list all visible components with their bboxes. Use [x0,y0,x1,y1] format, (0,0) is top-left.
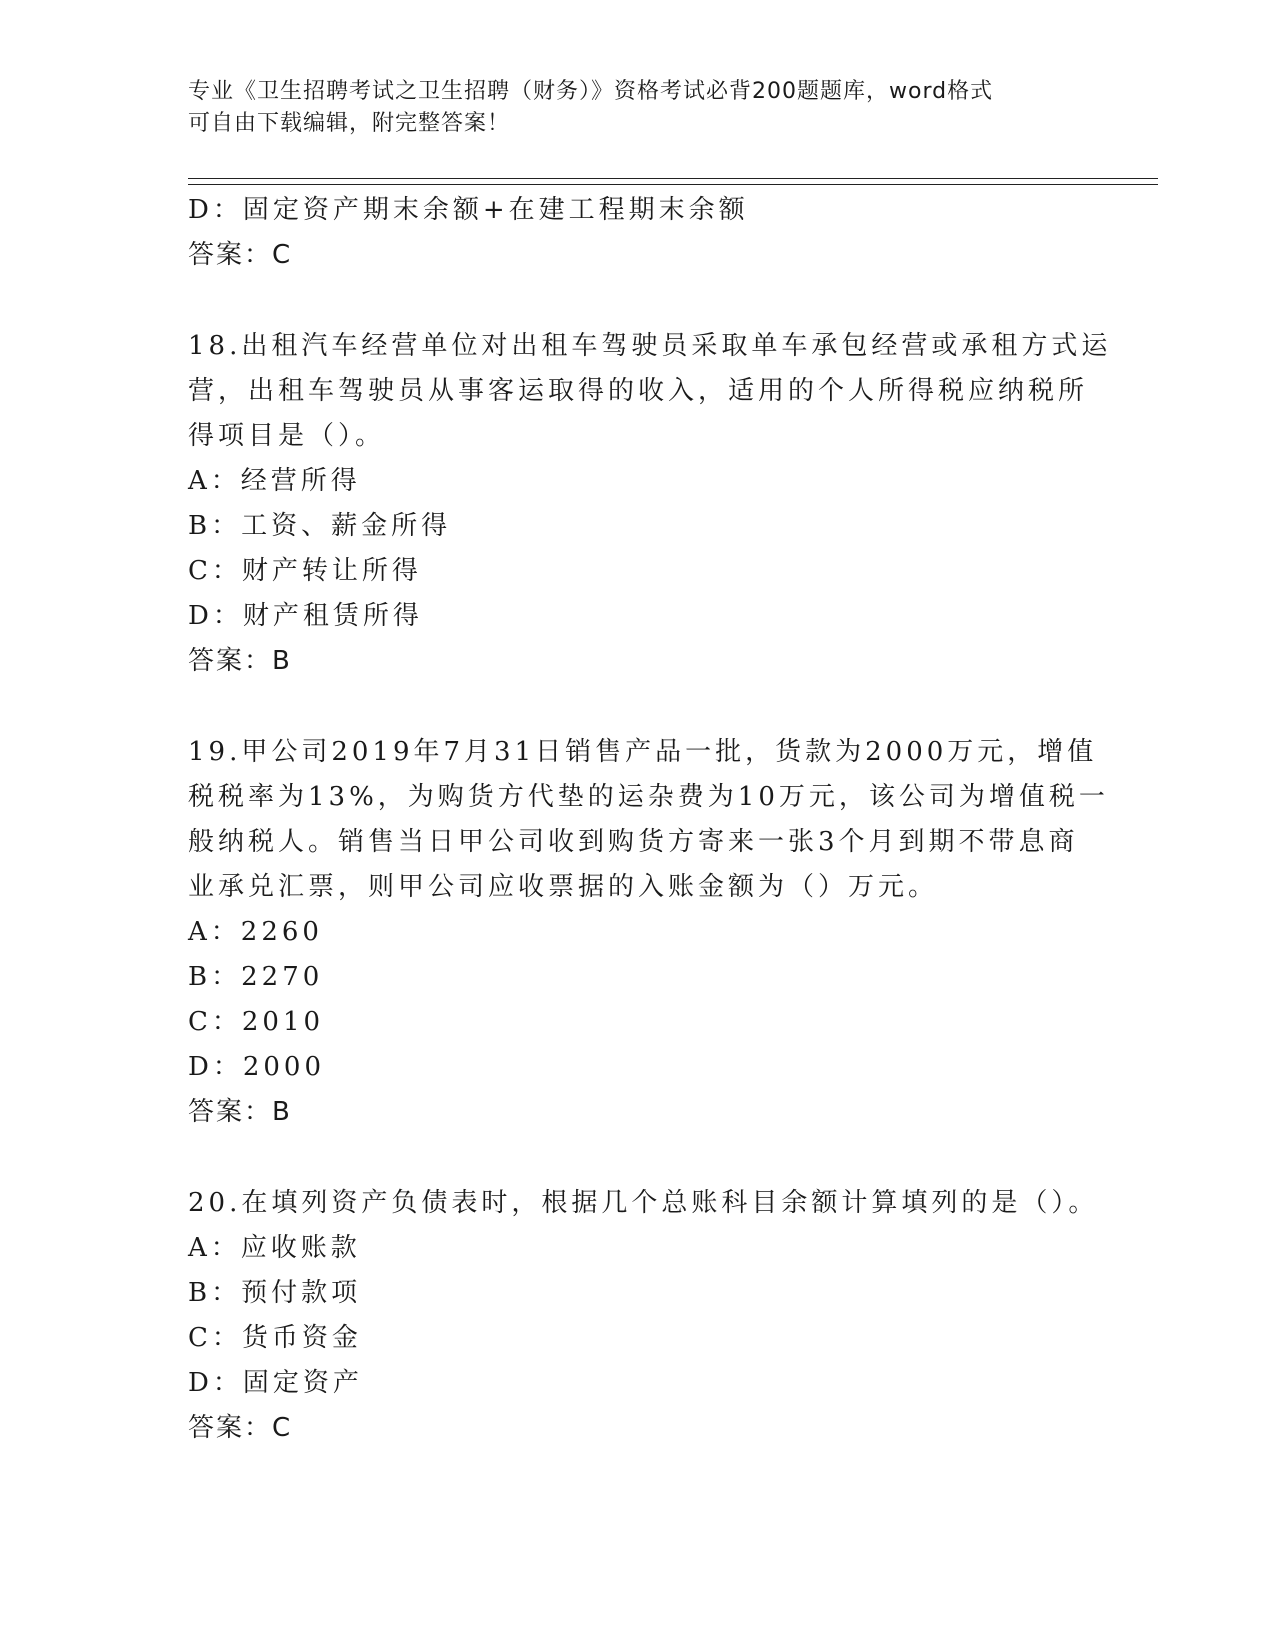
header-line-1: 专业《卫生招聘考试之卫生招聘（财务）》资格考试必背200题题库，word格式 [188,79,994,104]
header-divider-bottom [188,184,1158,185]
page-header [188,76,1068,140]
answer-line: 答案：B [188,1097,292,1127]
option-a: A：2260 [188,917,323,947]
answer-line: 答案：C [188,240,293,270]
question-17-tail [188,188,1088,278]
option-c: C：财产转让所得 [188,556,422,586]
header-line-2: 可自由下载编辑，附完整答案！ [188,111,511,136]
option-d: D：财产租赁所得 [188,601,423,631]
question-18-line-3: 得项目是（）。 [188,421,386,451]
question-19-line-3: 般纳税人。销售当日甲公司收到购货方寄来一张3个月到期不带息商 [188,827,1079,857]
option-b: B：工资、薪金所得 [188,511,452,541]
option-d: D：固定资产 [188,1368,363,1398]
question-18-line-2: 营，出租车驾驶员从事客运取得的收入，适用的个人所得税应纳税所 [188,376,1089,406]
question-19-line-1: 19.甲公司2019年7月31日销售产品一批，货款为2000万元，增值 [188,737,1098,767]
option-d: D：2000 [188,1052,326,1082]
option-b: B：2270 [188,962,324,992]
option-b: B：预付款项 [188,1278,362,1308]
header-divider-top [188,178,1158,179]
question-18-line-1: 18.出租汽车经营单位对出租车驾驶员采取单车承包经营或承租方式运 [188,331,1112,361]
option-a: A：经营所得 [188,466,361,496]
document-body [188,188,1112,1451]
question-20 [188,1181,1099,1451]
question-20-line-1: 20.在填列资产负债表时，根据几个总账科目余额计算填列的是（）。 [188,1188,1099,1218]
option-c: C：2010 [188,1007,325,1037]
question-19-line-4: 业承兑汇票，则甲公司应收票据的入账金额为（）万元。 [188,872,939,902]
question-18 [188,324,1112,684]
option-d: D：固定资产期末余额+在建工程期末余额 [188,195,749,225]
question-19-line-2: 税税率为13%，为购货方代垫的运杂费为10万元，该公司为增值税一 [188,782,1109,812]
question-19 [188,730,1109,1135]
option-a: A：应收账款 [188,1233,361,1263]
option-c: C：货币资金 [188,1323,362,1353]
answer-line: 答案：C [188,1413,293,1443]
answer-line: 答案：B [188,646,292,676]
